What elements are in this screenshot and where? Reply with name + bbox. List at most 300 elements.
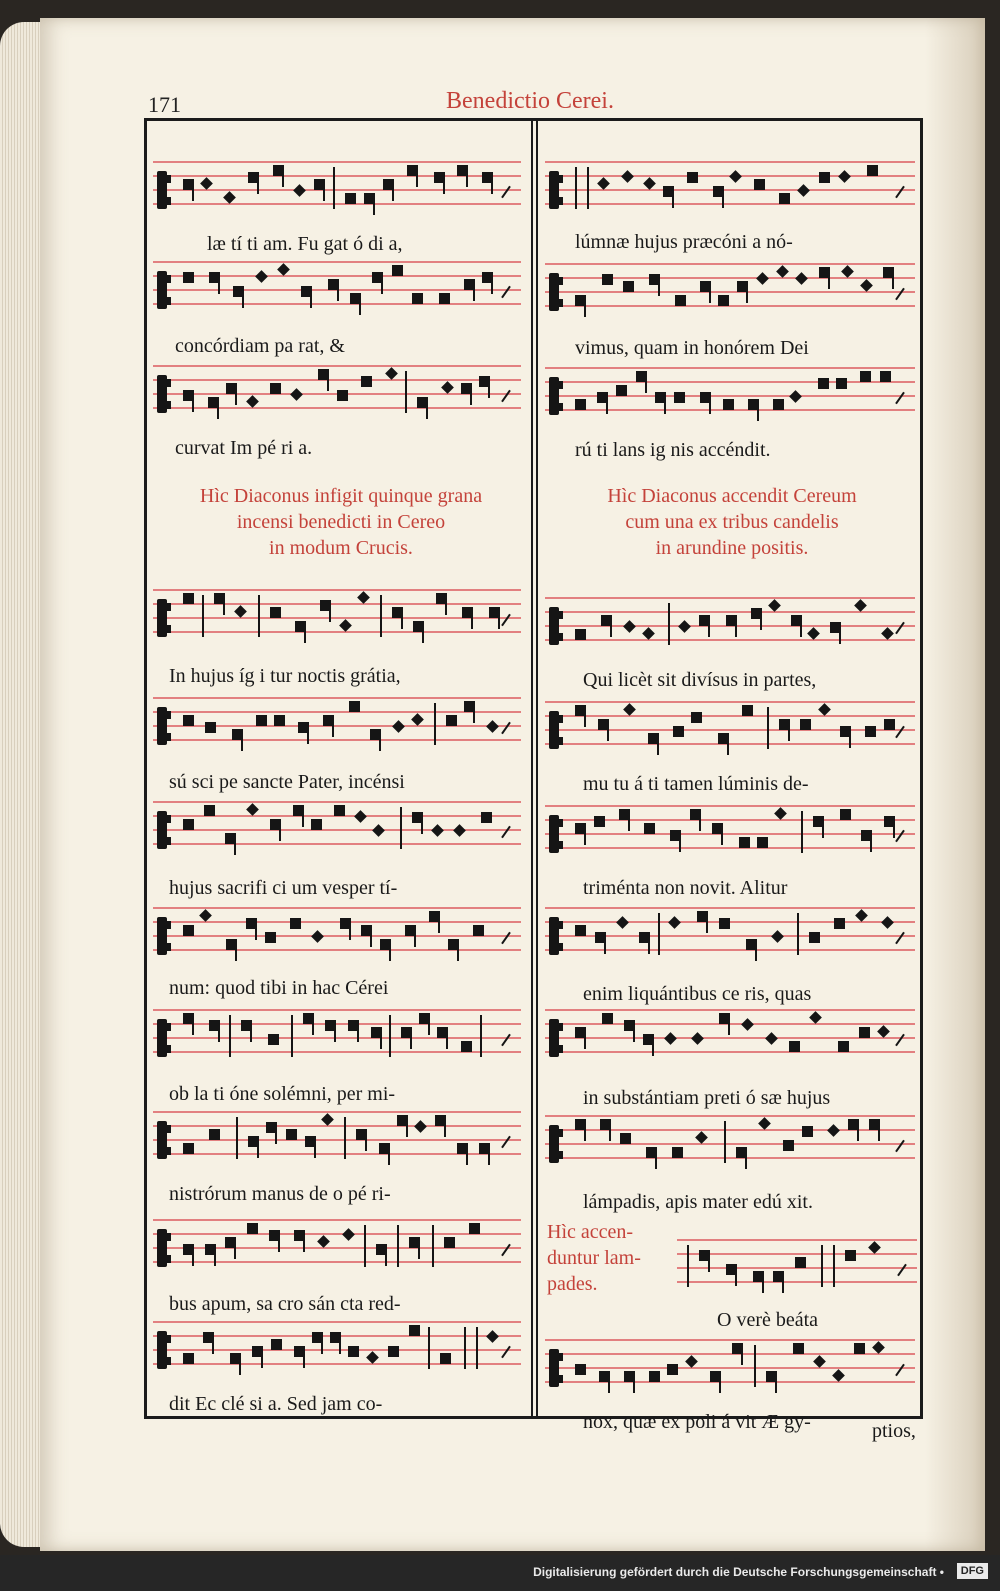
- neume-note: [729, 170, 742, 183]
- custos-mark: [501, 1244, 511, 1257]
- neume-note: [464, 279, 475, 290]
- neume-note: [372, 824, 385, 837]
- lyric-line: triménta non novit. Alitur: [583, 877, 788, 899]
- neume-note: [793, 1343, 804, 1354]
- neume-note: [834, 918, 845, 929]
- staff-line: [545, 291, 915, 293]
- bar-line: [397, 1225, 399, 1267]
- neume-note: [414, 1120, 427, 1133]
- chant-staff: [153, 589, 521, 645]
- lamps-rubric-line: Hìc accen-: [547, 1221, 634, 1243]
- neume-note: [838, 170, 851, 183]
- neume-note: [789, 390, 802, 403]
- staff-line: [153, 1321, 521, 1323]
- neume-note: [436, 593, 447, 604]
- neume-note: [271, 1339, 282, 1350]
- neume-note: [672, 1147, 683, 1158]
- lyric-line: vimus, quam in honórem Dei: [575, 337, 809, 359]
- right-rubric-line: in arundine positis.: [655, 537, 809, 559]
- lamps-rubric-line: pades.: [547, 1273, 598, 1295]
- neume-note: [321, 1113, 334, 1126]
- staff-line: [153, 921, 521, 923]
- neume-note: [643, 177, 656, 190]
- chant-staff: [545, 1115, 915, 1171]
- neume-note: [575, 823, 586, 834]
- neume-note: [199, 909, 212, 922]
- neume-note: [348, 1020, 359, 1031]
- neume-note: [461, 383, 472, 394]
- custos-mark: [895, 622, 905, 635]
- neume-note: [742, 705, 753, 716]
- neume-note: [674, 392, 685, 403]
- neume-note: [320, 600, 331, 611]
- neume-note: [303, 1013, 314, 1024]
- chant-staff: [153, 1321, 521, 1377]
- neume-note: [712, 823, 723, 834]
- neume-note: [204, 805, 215, 816]
- neume-note: [348, 1346, 359, 1357]
- chant-staff: [545, 701, 915, 757]
- custos-mark: [501, 1346, 511, 1359]
- staff-line: [153, 189, 521, 191]
- neume-note: [840, 809, 851, 820]
- neume-note: [643, 1034, 654, 1045]
- staff-line: [153, 697, 521, 699]
- chant-staff: [153, 801, 521, 857]
- lyric-line: sú sci pe sancte Pater, incénsi: [169, 771, 405, 793]
- neume-note: [233, 286, 244, 297]
- neume-note: [800, 719, 811, 730]
- neume-note: [789, 1041, 800, 1052]
- left-rubric: [161, 483, 521, 561]
- neume-note: [277, 263, 290, 276]
- chant-staff: [545, 805, 915, 861]
- neume-note: [884, 816, 895, 827]
- bar-line: [389, 1015, 391, 1057]
- neume-note: [479, 1143, 490, 1154]
- neume-note: [718, 295, 729, 306]
- bar-line: [587, 167, 589, 209]
- staff-line: [153, 379, 521, 381]
- neume-note: [624, 1371, 635, 1382]
- custos-mark: [895, 1034, 905, 1047]
- neume-note: [183, 925, 194, 936]
- neume-note: [758, 1117, 771, 1130]
- neume-note: [407, 165, 418, 176]
- neume-note: [294, 1230, 305, 1241]
- chant-staff: [545, 161, 915, 217]
- neume-note: [616, 916, 629, 929]
- neume-note: [765, 1032, 778, 1045]
- lyric-line: rú ti lans ig nis accéndit.: [575, 439, 771, 461]
- neume-note: [753, 1271, 764, 1282]
- neume-note: [385, 367, 398, 380]
- neume-note: [697, 911, 708, 922]
- neume-note: [773, 1271, 784, 1282]
- neume-note: [751, 608, 762, 619]
- neume-note: [371, 1027, 382, 1038]
- neume-note: [623, 703, 636, 716]
- right-rubric-line: cum una ex tribus candelis: [625, 511, 839, 533]
- bar-line: [797, 913, 799, 955]
- neume-note: [855, 909, 868, 922]
- chant-staff: [153, 1111, 521, 1167]
- neume-note: [340, 918, 351, 929]
- neume-note: [405, 925, 416, 936]
- neume-note: [453, 824, 466, 837]
- neume-note: [339, 619, 352, 632]
- neume-note: [361, 376, 372, 387]
- neume-note: [223, 191, 236, 204]
- staff-line: [153, 949, 521, 951]
- neume-note: [691, 712, 702, 723]
- neume-note: [183, 819, 194, 830]
- neume-note: [575, 399, 586, 410]
- neume-note: [435, 1115, 446, 1126]
- c-clef-icon: [549, 273, 559, 311]
- neume-note: [854, 599, 867, 612]
- neume-note: [685, 1355, 698, 1368]
- c-clef-icon: [157, 375, 167, 413]
- neume-note: [256, 715, 267, 726]
- catchword: ptios,: [872, 1420, 916, 1442]
- neume-note: [754, 179, 765, 190]
- neume-note: [246, 803, 259, 816]
- neume-note: [813, 816, 824, 827]
- staff-line: [545, 907, 915, 909]
- neume-note: [354, 810, 367, 823]
- c-clef-icon: [157, 271, 167, 309]
- neume-note: [183, 593, 194, 604]
- left-rubric-line: incensi benedicti in Cereo: [236, 511, 446, 533]
- custos-mark: [501, 614, 511, 627]
- staff-line: [545, 161, 915, 163]
- neume-note: [290, 388, 303, 401]
- chant-staff: [545, 597, 915, 653]
- chant-staff: [153, 697, 521, 753]
- c-clef-icon: [157, 1229, 167, 1267]
- neume-note: [616, 385, 627, 396]
- neume-note: [255, 270, 268, 283]
- staff-line: [545, 263, 915, 265]
- staff-line: [545, 277, 915, 279]
- neume-note: [183, 715, 194, 726]
- neume-note: [880, 371, 891, 382]
- lyric-line: nox, quæ ex poli á vit Æ gy-: [583, 1411, 811, 1433]
- bar-line: [575, 167, 577, 209]
- neume-note: [646, 1147, 657, 1158]
- neume-note: [413, 621, 424, 632]
- bar-line: [724, 1121, 726, 1163]
- neume-note: [809, 932, 820, 943]
- neume-note: [872, 1341, 885, 1354]
- chant-staff: [153, 261, 521, 317]
- neume-note: [718, 733, 729, 744]
- neume-note: [265, 932, 276, 943]
- neume-note: [248, 1136, 259, 1147]
- c-clef-icon: [549, 917, 559, 955]
- chant-staff: [677, 1239, 917, 1295]
- neume-note: [595, 932, 606, 943]
- neume-note: [376, 1244, 387, 1255]
- lyric-line: num: quod tibi in hac Cérei: [169, 977, 389, 999]
- neume-note: [342, 1228, 355, 1241]
- neume-note: [457, 165, 468, 176]
- neume-note: [594, 816, 605, 827]
- c-clef-icon: [157, 917, 167, 955]
- neume-note: [690, 809, 701, 820]
- staff-line: [153, 365, 521, 367]
- neume-note: [602, 274, 613, 285]
- neume-note: [397, 1115, 408, 1126]
- staff-line: [153, 589, 521, 591]
- neume-note: [318, 369, 329, 380]
- bar-line: [344, 1117, 346, 1159]
- neume-note: [241, 1020, 252, 1031]
- neume-note: [774, 807, 787, 820]
- bar-line: [480, 1015, 482, 1057]
- c-clef-icon: [157, 707, 167, 745]
- c-clef-icon: [157, 599, 167, 637]
- neume-note: [446, 715, 457, 726]
- neume-note: [356, 1129, 367, 1140]
- neume-note: [623, 620, 636, 633]
- c-clef-icon: [157, 811, 167, 849]
- neume-note: [434, 172, 445, 183]
- neume-note: [252, 1346, 263, 1357]
- neume-note: [183, 1244, 194, 1255]
- neume-note: [226, 383, 237, 394]
- neume-note: [791, 615, 802, 626]
- neume-note: [214, 593, 225, 604]
- neume-note: [599, 1371, 610, 1382]
- c-clef-icon: [157, 1331, 167, 1369]
- neume-note: [364, 193, 375, 204]
- neume-note: [783, 1140, 794, 1151]
- neume-note: [473, 925, 484, 936]
- staff-line: [545, 743, 915, 745]
- neume-note: [757, 837, 768, 848]
- neume-note: [830, 622, 841, 633]
- custos-mark: [501, 1034, 511, 1047]
- neume-note: [642, 627, 655, 640]
- neume-note: [437, 1027, 448, 1038]
- neume-note: [575, 1119, 586, 1130]
- neume-note: [619, 809, 630, 820]
- bar-line: [833, 1245, 835, 1287]
- neume-note: [575, 1027, 586, 1038]
- neume-note: [439, 293, 450, 304]
- staff-line: [545, 203, 915, 205]
- neume-note: [444, 1237, 455, 1248]
- neume-note: [795, 272, 808, 285]
- digitization-footer: [0, 1555, 1000, 1591]
- neume-note: [841, 265, 854, 278]
- neume-note: [301, 286, 312, 297]
- neume-note: [865, 726, 876, 737]
- neume-note: [827, 1124, 840, 1137]
- bar-line: [291, 1015, 293, 1057]
- neume-note: [411, 713, 424, 726]
- neume-note: [575, 925, 586, 936]
- c-clef-icon: [549, 815, 559, 853]
- bar-line: [333, 167, 335, 209]
- lyric-line: ob la ti óne solémni, per mi-: [169, 1083, 396, 1105]
- neume-note: [700, 281, 711, 292]
- staff-line: [545, 1143, 915, 1145]
- bar-line: [754, 1345, 756, 1387]
- neume-note: [314, 179, 325, 190]
- neume-note: [732, 1343, 743, 1354]
- staff-line: [153, 907, 521, 909]
- lyric-line: hujus sacrifi ci um vesper tí-: [169, 877, 398, 899]
- chant-staff: [545, 263, 915, 319]
- neume-note: [771, 930, 784, 943]
- neume-note: [409, 1237, 420, 1248]
- neume-note: [370, 729, 381, 740]
- neume-note: [311, 819, 322, 830]
- staff-line: [545, 715, 915, 717]
- staff-line: [545, 189, 915, 191]
- neume-note: [183, 1143, 194, 1154]
- neume-note: [667, 1364, 678, 1375]
- staff-line: [677, 1239, 917, 1241]
- lyric-line: lúmnæ hujus præcóni a nó-: [575, 231, 793, 253]
- c-clef-icon: [157, 171, 167, 209]
- neume-note: [819, 267, 830, 278]
- custos-mark: [501, 932, 511, 945]
- neume-note: [861, 830, 872, 841]
- custos-mark: [895, 932, 905, 945]
- neume-note: [417, 397, 428, 408]
- neume-note: [208, 397, 219, 408]
- staff-line: [153, 1125, 521, 1127]
- neume-note: [323, 715, 334, 726]
- staff-line: [545, 949, 915, 951]
- custos-mark: [501, 826, 511, 839]
- right-rubric-line: Hìc Diaconus accendit Cereum: [607, 485, 857, 507]
- neume-note: [429, 911, 440, 922]
- neume-note: [776, 265, 789, 278]
- neume-note: [270, 383, 281, 394]
- neume-note: [624, 1020, 635, 1031]
- neume-note: [469, 1223, 480, 1234]
- c-clef-icon: [157, 1019, 167, 1057]
- staff-line: [545, 1115, 915, 1117]
- neume-note: [621, 170, 634, 183]
- neume-note: [232, 729, 243, 740]
- neume-note: [290, 918, 301, 929]
- chant-staff: [545, 1339, 915, 1395]
- lyric-line: Qui licèt sit divísus in partes,: [583, 669, 817, 691]
- neume-note: [797, 184, 810, 197]
- neume-note: [840, 726, 851, 737]
- neume-note: [809, 1011, 822, 1024]
- neume-note: [881, 627, 894, 640]
- neume-note: [838, 1041, 849, 1052]
- bar-line: [434, 703, 436, 745]
- staff-line: [545, 1157, 915, 1159]
- book-page: [40, 18, 985, 1551]
- neume-note: [699, 615, 710, 626]
- chant-staff: [545, 907, 915, 963]
- neume-note: [247, 1223, 258, 1234]
- neume-note: [441, 381, 454, 394]
- staff-line: [545, 1023, 915, 1025]
- neume-note: [270, 819, 281, 830]
- custos-mark: [501, 390, 511, 403]
- neume-note: [644, 823, 655, 834]
- neume-note: [205, 1244, 216, 1255]
- bar-line: [364, 1225, 366, 1267]
- neume-note: [183, 272, 194, 283]
- neume-note: [183, 1013, 194, 1024]
- custos-mark: [895, 288, 905, 301]
- lyric-line: nistrórum manus de o pé ri-: [169, 1183, 391, 1205]
- neume-note: [325, 1020, 336, 1031]
- neume-note: [601, 615, 612, 626]
- neume-note: [836, 378, 847, 389]
- staff-line: [153, 203, 521, 205]
- neume-note: [726, 615, 737, 626]
- neume-note: [412, 812, 423, 823]
- staff-line: [545, 1367, 915, 1369]
- neume-note: [736, 1147, 747, 1158]
- neume-note: [575, 705, 586, 716]
- neume-note: [234, 605, 247, 618]
- custos-mark: [895, 726, 905, 739]
- staff-line: [153, 603, 521, 605]
- neume-note: [723, 399, 734, 410]
- neume-note: [293, 184, 306, 197]
- chant-staff: [153, 1219, 521, 1275]
- neume-note: [649, 274, 660, 285]
- staff-line: [677, 1281, 917, 1283]
- bar-line: [380, 595, 382, 637]
- neume-note: [230, 1353, 241, 1364]
- neume-note: [675, 295, 686, 306]
- neume-note: [350, 293, 361, 304]
- neume-note: [379, 1143, 390, 1154]
- neume-note: [486, 720, 499, 733]
- neume-note: [361, 925, 372, 936]
- neume-note: [337, 390, 348, 401]
- custos-mark: [501, 286, 511, 299]
- lyric-line: enim liquántibus ce ris, quas: [583, 983, 812, 1005]
- neume-note: [700, 392, 711, 403]
- bar-line: [476, 1327, 478, 1369]
- neume-note: [462, 607, 473, 618]
- bar-line: [236, 1117, 238, 1159]
- neume-note: [266, 1122, 277, 1133]
- neume-note: [183, 390, 194, 401]
- neume-note: [345, 193, 356, 204]
- neume-note: [860, 279, 873, 292]
- neume-note: [268, 1034, 279, 1045]
- left-rubric-line: Hìc Diaconus infigit quinque grana: [199, 485, 483, 507]
- neume-note: [802, 1126, 813, 1137]
- staff-line: [545, 833, 915, 835]
- neume-note: [305, 1136, 316, 1147]
- c-clef-icon: [549, 1349, 559, 1387]
- neume-note: [668, 916, 681, 929]
- neume-note: [461, 1041, 472, 1052]
- neume-note: [380, 939, 391, 950]
- lyric-line: bus apum, sa cro sán cta red-: [169, 1293, 401, 1315]
- neume-note: [392, 720, 405, 733]
- staff-line: [153, 1219, 521, 1221]
- c-clef-icon: [157, 1121, 167, 1159]
